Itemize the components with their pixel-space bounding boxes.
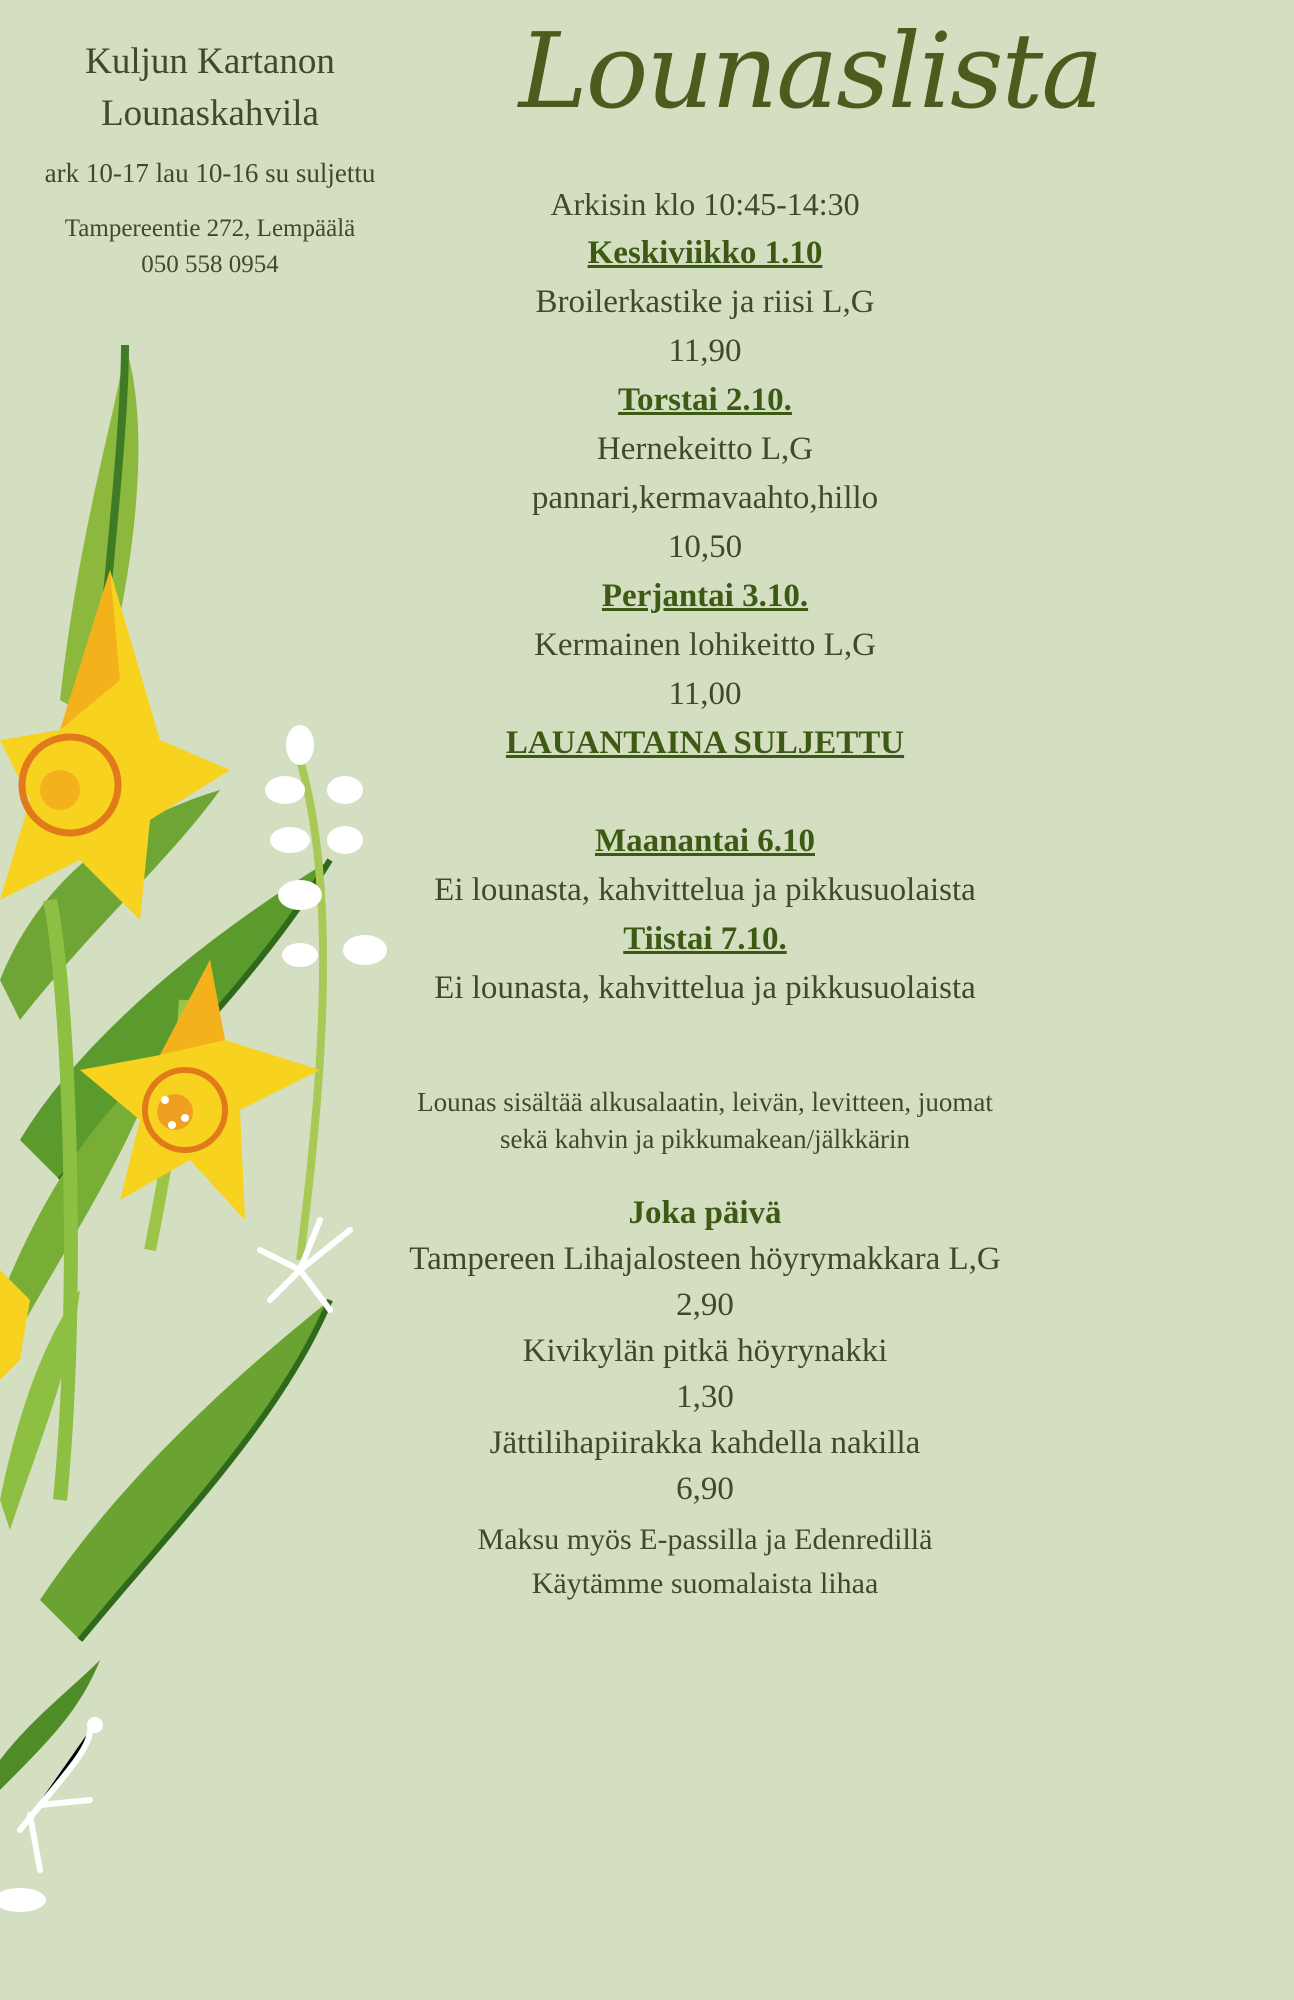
menu-item: Broilerkastike ja riisi L,G (535, 284, 875, 320)
page-title: Lounaslista (518, 10, 1102, 132)
address: Tampereentie 272, Lempäälä (64, 215, 356, 242)
menu-price: 11,00 (668, 676, 742, 712)
menu-item: pannari,kermavaahto,hillo (531, 480, 879, 516)
daffodil-flower-icon (80, 960, 320, 1220)
lunch-includes (360, 1084, 1050, 1158)
phone-number: 050 558 0954 (141, 251, 279, 278)
menu-price: 10,50 (667, 529, 743, 565)
cafe-info (0, 36, 420, 283)
menu-price: 11,90 (668, 333, 742, 369)
menu-price: 6,90 (676, 1471, 734, 1507)
day-note: Ei lounasta, kahvittelua ja pikkusuolaista (434, 872, 976, 908)
cafe-name-line2: Lounaskahvila (101, 93, 319, 134)
day-heading: Maanantai 6.10 (594, 823, 815, 859)
menu-item: Kivikylän pitkä höyrynakki (522, 1333, 888, 1369)
day-heading: Keskiviikko 1.10 (587, 235, 823, 271)
day-heading: Perjantai 3.10. (601, 578, 809, 614)
cafe-name-line1: Kuljun Kartanon (85, 41, 335, 82)
menu-item: Hernekeitto L,G (596, 431, 814, 467)
saturday-closed-notice: LAUANTAINA SULJETTU (505, 725, 905, 761)
menu-item: Jättilihapiirakka kahdella nakilla (489, 1425, 921, 1461)
day-heading: Tiistai 7.10. (623, 921, 787, 957)
includes-line: sekä kahvin ja pikkumakean/jälkkärin (499, 1124, 911, 1154)
menu-price: 1,30 (676, 1379, 734, 1415)
day-note: Ei lounasta, kahvittelua ja pikkusuolaista (434, 970, 976, 1006)
daffodil-flower-icon (0, 570, 230, 920)
opening-hours: ark 10-17 lau 10-16 su suljettu (44, 158, 376, 188)
payment-note: Maksu myös E-passilla ja Edenredillä (477, 1523, 933, 1556)
menu-price: 2,90 (676, 1287, 734, 1323)
serving-time: Arkisin klo 10:45-14:30 (550, 186, 860, 222)
includes-line: Lounas sisältää alkusalaatin, leivän, levitteen, juomat (417, 1087, 993, 1117)
menu-item: Kermainen lohikeitto L,G (534, 627, 876, 663)
meat-origin-note: Käytämme suomalaista lihaa (531, 1567, 879, 1600)
everyday-menu (360, 1190, 1050, 1606)
everyday-heading: Joka päivä (628, 1195, 782, 1231)
day-heading: Torstai 2.10. (618, 382, 792, 418)
menu-item: Tampereen Lihajalosteen höyrymakkara L,G (409, 1241, 1001, 1277)
lunch-menu (360, 180, 1050, 1013)
